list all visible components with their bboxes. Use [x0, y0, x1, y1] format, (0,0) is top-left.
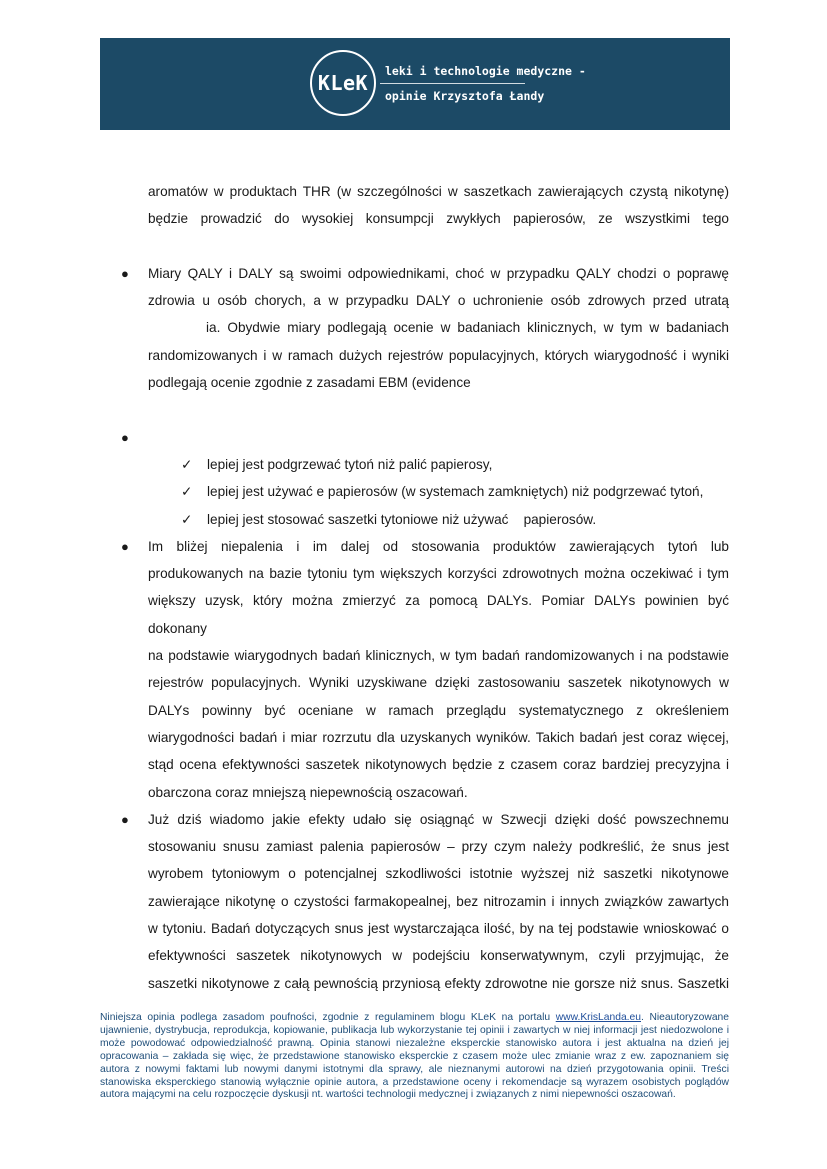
bullet-icon: ● — [121, 265, 129, 281]
confidentiality-footer — [100, 1012, 729, 1102]
footer-text: . Nieautoryzowane ujawnienie, dystrybucja, reprodukcja, kopiowanie, publikacja lub wykorzystanie tej opinii i zawartych w niej informacji jest niedozwolone i może powodować odpowiedzialność prawną. Opinia stanowi niezależne eksperckie stanowisko autora i jest aktualna na dzień jej opracowania – zakłada się więc, że przedstawione stanowisko eksperckie z czasem może ulec zmianie wraz z ew. zapoznaniem się autora z nowymi faktami lub nowymi danymi istotnymi dla sprawy, ale nieznanymi autorowi na dzień przygotowania opinii. Treści stanowiska eksperckiego stanowią wyłącznie opinie autora, a przedstawione oceny i rekomendacje są wyrazem osobistych poglądów autora mającymi na celu rozpoczęcie dyskusji nt. wartości technologii medycznej i związanych z nimi niepewności oszacowań. — [100, 1012, 730, 1101]
checkmark-icon: ✓ — [181, 511, 193, 527]
bullet-icon: ● — [121, 538, 129, 554]
check-item — [119, 451, 729, 478]
text-line: wiarygodności badań i miar rozrzutu dla uzyskanych wyników. Takich badań jest coraz więcej, — [148, 729, 729, 745]
text-line: ia. Obydwie miary podlegają ocenie w badaniach klinicznych, w tym w badaniach — [206, 320, 729, 336]
list-item — [119, 424, 729, 451]
klek-logo — [310, 50, 376, 116]
checkmark-icon: ✓ — [181, 456, 193, 472]
text-line: obarczona coraz mniejszą niepewnością oszacowań. — [148, 784, 468, 800]
logo-text: KLeK — [317, 71, 369, 95]
text-line: Miary QALY i DALY są swoimi odpowiednikami, choć w przypadku QALY chodzi o poprawę — [148, 265, 729, 281]
text-line: wyrobem tytoniowym o potencjalnej szkodliwości istotnie wyższej niż saszetki nikotynowe — [148, 866, 729, 882]
text-line: zdrowia u osób chorych, a w przypadku DALY o uchronienie osób zdrowych przed utratą — [148, 293, 729, 309]
text-line: będzie prowadzić do wysokiej konsumpcji zwykłych papierosów, ze wszystkimi tego — [148, 211, 729, 227]
text-line: rejestrów populacyjnych. Wyniki uzyskiwane dzięki zastosowaniu saszetek nikotynowych w — [148, 675, 729, 691]
text-line: większy uzysk, który można zmierzyć za pomocą DALYs. Pomiar DALYs powinien być dokonany — [148, 593, 729, 636]
text-line: podlegają ocenie zgodnie z zasadami EBM (evidence — [148, 375, 471, 391]
text-line: aromatów w produktach THR (w szczególności w saszetkach zawierających czystą nikotynę) — [148, 184, 729, 199]
tagline-divider — [380, 83, 525, 84]
list-item — [119, 533, 729, 806]
portal-link[interactable]: www.KrisLanda.eu — [555, 1012, 641, 1023]
tagline-line2: opinie Krzysztofa Łandy — [385, 89, 545, 103]
text-line: produkowanych na bazie tytoniu tym większych korzyści zdrowotnych można oczekiwać i tym — [148, 566, 729, 582]
text-line: na podstawie wiarygodnych badań klinicznych, w tym badań randomizowanych i na podstawie — [148, 648, 729, 664]
text-line: efektywności saszetek nikotynowych w podejściu konserwatywnym, czyli przyjmując, że — [148, 948, 729, 964]
text-line: zawierające nikotynę o czystości farmakopealnej, bez nitrozamin i innych związków zawartych — [148, 893, 729, 909]
text-line: stosowaniu snusu zamiast palenia papierosów – przy czym należy podkreślić, że snus jest — [148, 839, 729, 855]
footer-text: Niniejsza opinia podlega zasadom poufności, zgodnie z regulaminem blogu KLeK na portalu — [100, 1012, 556, 1023]
text-line: DALYs powinny być oceniane w ramach przeglądu systematycznego z określeniem — [148, 702, 729, 718]
check-item — [119, 506, 729, 533]
document-body — [119, 178, 729, 997]
bullet-icon: ● — [121, 811, 129, 827]
continuation-paragraph — [119, 178, 729, 233]
text-line: stąd ocena efektywności saszetek nikotynowych będzie z czasem coraz bardziej precyzyjna i — [148, 757, 729, 773]
check-item — [119, 478, 729, 505]
checkmark-icon: ✓ — [181, 484, 193, 500]
tagline-line1: leki i technologie medyczne - — [385, 64, 586, 78]
text-line: randomizowanych i w ramach dużych rejestrów populacyjnych, których wiarygodność i wyniki — [148, 347, 729, 363]
check-text: lepiej jest używać e papierosów (w systemach zamkniętych) niż podgrzewać tytoń, — [207, 484, 704, 500]
list-item — [119, 806, 729, 997]
check-text: lepiej jest podgrzewać tytoń niż palić papierosy, — [207, 456, 493, 472]
header-tagline — [382, 64, 586, 103]
bullet-icon: ● — [121, 429, 129, 445]
text-line: saszetki nikotynowe z całą pewnością przyniosą efekty zdrowotne nie gorsze niż snus. Saszetki — [148, 975, 729, 991]
check-text: lepiej jest stosować saszetki tytoniowe niż używać papierosów. — [207, 511, 597, 527]
page-header — [100, 38, 730, 130]
text-line: Im bliżej niepalenia i im dalej od stosowania produktów zawierających tytoń lub — [148, 538, 729, 554]
text-line: Już dziś wiadomo jakie efekty udało się osiągnąć w Szwecji dzięki dość powszechnemu — [148, 811, 729, 827]
text-line: w tytoniu. Badań dotyczących snus jest wystarczająca ilość, by na tej podstawie wnioskować o — [148, 921, 729, 937]
list-item — [119, 260, 729, 396]
